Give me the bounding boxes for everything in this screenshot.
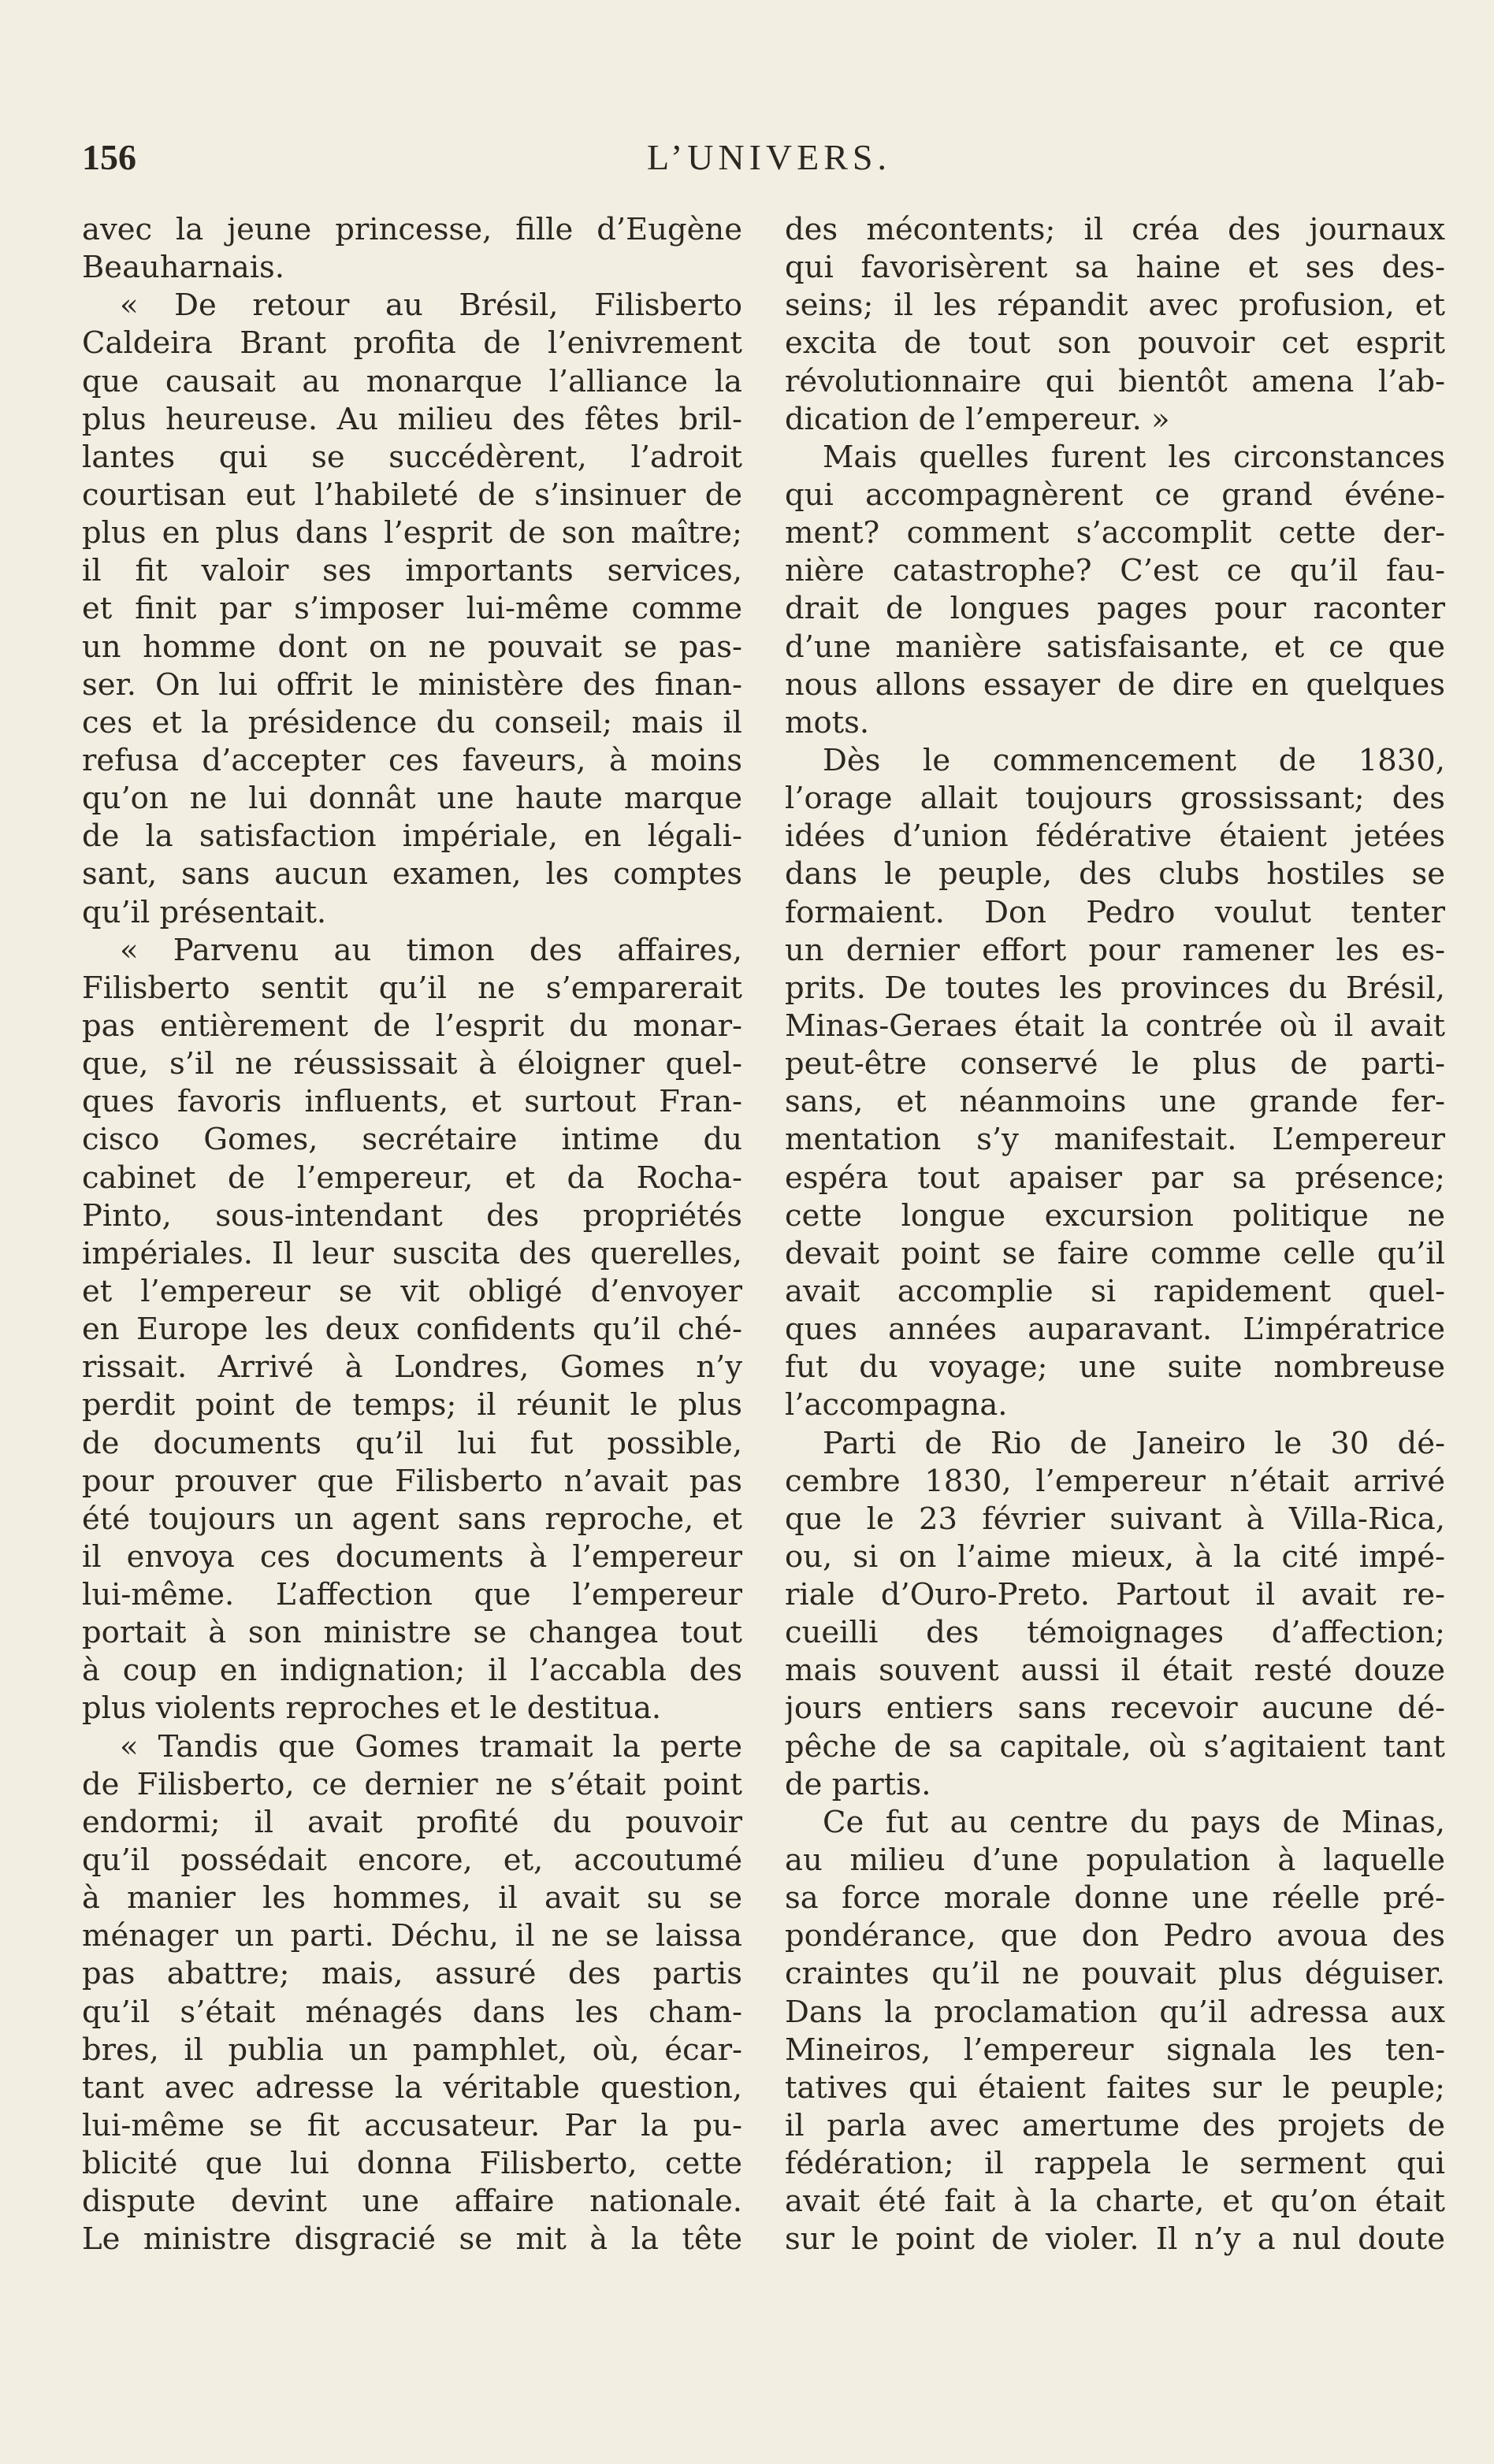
text-line: plus en plus dans l’esprit de son maître; xyxy=(82,515,742,551)
text-line: Le ministre disgracié se mit à la tête xyxy=(82,2221,742,2258)
text-line: plus violents reproches et le destitua. xyxy=(82,1690,662,1727)
text-line: avait accomplie si rapidement quel- xyxy=(785,1273,1445,1309)
text-line: fut du voyage; une suite nombreuse xyxy=(785,1349,1445,1386)
text-line: plus heureuse. Au milieu des fêtes bril- xyxy=(82,401,742,437)
text-line: Ce fut au centre du pays de Minas, xyxy=(823,1804,1445,1840)
text-line: sans, et néanmoins une grande fer- xyxy=(785,1084,1445,1120)
text-line: Filisberto sentit qu’il ne s’emparerait xyxy=(82,970,742,1006)
text-line: d’une manière satisfaisante, et ce que xyxy=(785,629,1445,665)
text-line: ment? comment s’accomplit cette der- xyxy=(785,515,1445,551)
text-line: Dans la proclamation qu’il adressa aux xyxy=(785,1994,1445,2030)
text-line: sur le point de violer. Il n’y a nul doute xyxy=(785,2221,1445,2258)
text-line: Mineiros, l’empereur signala les ten- xyxy=(785,2032,1445,2068)
text-line: avait été fait à la charte, et qu’on était xyxy=(785,2184,1445,2220)
text-line: de la satisfaction impériale, en légali- xyxy=(82,818,742,855)
text-line: qu’on ne lui donnât une haute marque xyxy=(82,781,742,817)
text-line: et finit par s’imposer lui-même comme xyxy=(82,591,742,627)
text-line: peut-être conservé le plus de parti- xyxy=(785,1046,1445,1082)
text-line: ou, si on l’aime mieux, à la cité impé- xyxy=(785,1538,1445,1575)
text-line: cabinet de l’empereur, et da Rocha- xyxy=(82,1160,742,1196)
text-line: Dès le commencement de 1830, xyxy=(823,742,1445,778)
text-line: qui favorisèrent sa haine et ses des- xyxy=(785,250,1445,286)
text-line: qu’il présentait. xyxy=(82,894,327,930)
text-line: il fit valoir ses importants services, xyxy=(82,553,742,589)
text-line: mots. xyxy=(785,704,870,740)
text-line: Mais quelles furent les circonstances xyxy=(823,439,1445,475)
text-line: jours entiers sans recevoir aucune dé- xyxy=(785,1690,1445,1727)
text-line: cueilli des témoignages d’affection; xyxy=(785,1615,1445,1651)
text-line: pour prouver que Filisberto n’avait pas xyxy=(82,1463,742,1499)
text-line: qu’il s’était ménagés dans les cham- xyxy=(82,1994,742,2030)
left-column xyxy=(82,211,742,2259)
text-line: avec la jeune princesse, fille d’Eugène xyxy=(82,212,742,247)
text-line: de documents qu’il lui fut possible, xyxy=(82,1425,742,1461)
text-line: Minas-Geraes était la contrée où il avait xyxy=(785,1007,1445,1044)
text-line: pas entièrement de l’esprit du monar- xyxy=(82,1007,742,1044)
text-line: l’orage allait toujours grossissant; des xyxy=(785,781,1445,817)
text-line: il parla avec amertume des projets de xyxy=(785,2108,1445,2144)
text-line: courtisan eut l’habileté de s’insinuer de xyxy=(82,477,742,513)
text-line: Parti de Rio de Janeiro le 30 dé- xyxy=(823,1425,1445,1461)
text-line: ser. On lui offrit le ministère des finan- xyxy=(82,666,742,703)
text-line: devait point se faire comme celle qu’il xyxy=(785,1235,1445,1271)
text-line: endormi; il avait profité du pouvoir xyxy=(82,1804,742,1840)
text-line: Pinto, sous-intendant des propriétés xyxy=(82,1197,742,1234)
text-line: que le 23 février suivant à Villa-Rica, xyxy=(785,1501,1445,1537)
text-line: dans le peuple, des clubs hostiles se xyxy=(785,856,1445,892)
text-line: idées d’union fédérative étaient jetées xyxy=(785,818,1445,855)
text-line: à manier les hommes, il avait su se xyxy=(82,1880,742,1917)
text-line: des mécontents; il créa des journaux xyxy=(785,212,1445,247)
running-head xyxy=(82,135,1456,180)
text-line: riale d’Ouro-Preto. Partout il avait re- xyxy=(785,1577,1445,1613)
text-line: cisco Gomes, secrétaire intime du xyxy=(82,1122,742,1158)
text-line: et l’empereur se vit obligé d’envoyer xyxy=(82,1273,742,1309)
text-line: « De retour au Brésil, Filisberto xyxy=(120,288,742,324)
text-line: l’accompagna. xyxy=(785,1387,1008,1423)
text-line: Caldeira Brant profita de l’enivrement xyxy=(82,325,742,362)
text-line: un homme dont on ne pouvait se pas- xyxy=(82,629,742,665)
text-line: à coup en indignation; il l’accabla des xyxy=(82,1653,742,1689)
text-line: qu’il possédait encore, et, accoutumé xyxy=(82,1842,742,1879)
text-line: nière catastrophe? C’est ce qu’il fau- xyxy=(785,553,1445,589)
text-line: excita de tout son pouvoir cet esprit xyxy=(785,325,1445,362)
text-line: impériales. Il leur suscita des querelles, xyxy=(82,1235,742,1271)
text-line: « Tandis que Gomes tramait la perte xyxy=(120,1728,742,1765)
text-line: au milieu d’une population à laquelle xyxy=(785,1842,1445,1879)
text-line: perdit point de temps; il réunit le plus xyxy=(82,1387,742,1423)
text-line: dispute devint une affaire nationale. xyxy=(82,2184,742,2220)
text-line: rissait. Arrivé à Londres, Gomes n’y xyxy=(82,1349,742,1386)
text-line: un dernier effort pour ramener les es- xyxy=(785,932,1445,968)
text-line: refusa d’accepter ces faveurs, à moins xyxy=(82,742,742,778)
text-line: pas abattre; mais, assuré des partis xyxy=(82,1956,742,1992)
text-line: lui-même se fit accusateur. Par la pu- xyxy=(82,2108,742,2144)
text-line: dication de l’empereur. » xyxy=(785,401,1170,437)
text-line: bres, il publia un pamphlet, où, écar- xyxy=(82,2032,742,2068)
text-line: en Europe les deux confidents qu’il ché- xyxy=(82,1312,742,1348)
text-line: nous allons essayer de dire en quelques xyxy=(785,666,1445,703)
right-column xyxy=(785,211,1445,2259)
text-line: pêche de sa capitale, où s’agitaient tant xyxy=(785,1728,1445,1765)
text-line: formaient. Don Pedro voulut tenter xyxy=(785,894,1445,930)
text-line: drait de longues pages pour raconter xyxy=(785,591,1445,627)
text-line: été toujours un agent sans reproche, et xyxy=(82,1501,742,1537)
text-line: ménager un parti. Déchu, il ne se laissa xyxy=(82,1918,742,1954)
text-line: Beauharnais. xyxy=(82,250,285,286)
text-line: ques favoris influents, et surtout Fran- xyxy=(82,1084,742,1120)
text-line: ces et la présidence du conseil; mais il xyxy=(82,704,742,740)
text-line: cette longue excursion politique ne xyxy=(785,1197,1445,1234)
text-line: sa force morale donne une réelle pré- xyxy=(785,1880,1445,1917)
text-line: mais souvent aussi il était resté douze xyxy=(785,1653,1445,1689)
text-line: cembre 1830, l’empereur n’était arrivé xyxy=(785,1463,1445,1499)
text-line: sant, sans aucun examen, les comptes xyxy=(82,856,742,892)
text-line: craintes qu’il ne pouvait plus déguiser. xyxy=(785,1956,1445,1992)
text-line: de Filisberto, ce dernier ne s’était point xyxy=(82,1766,742,1802)
text-line: il envoya ces documents à l’empereur xyxy=(82,1538,742,1575)
text-line: blicité que lui donna Filisberto, cette xyxy=(82,2146,742,2182)
page-number: 156 xyxy=(82,137,136,177)
text-line: espéra tout apaiser par sa présence; xyxy=(785,1160,1445,1196)
text-line: qui accompagnèrent ce grand événe- xyxy=(785,477,1445,513)
running-title: L’UNIVERS. xyxy=(646,137,892,177)
text-line: lui-même. L’affection que l’empereur xyxy=(82,1577,742,1613)
text-line: lantes qui se succédèrent, l’adroit xyxy=(82,439,742,475)
text-line: portait à son ministre se changea tout xyxy=(82,1615,742,1651)
text-line: tant avec adresse la véritable question, xyxy=(82,2069,742,2106)
text-line: que, s’il ne réussissait à éloigner quel- xyxy=(82,1046,742,1082)
text-line: prits. De toutes les provinces du Brésil, xyxy=(785,970,1445,1006)
text-line: seins; il les répandit avec profusion, et xyxy=(785,288,1445,324)
text-line: mentation s’y manifestait. L’empereur xyxy=(785,1122,1445,1158)
text-line: de partis. xyxy=(785,1766,931,1802)
text-line: tatives qui étaient faites sur le peuple; xyxy=(785,2069,1445,2106)
text-line: fédération; il rappela le serment qui xyxy=(785,2146,1445,2182)
text-line: pondérance, que don Pedro avoua des xyxy=(785,1918,1445,1954)
text-line: que causait au monarque l’alliance la xyxy=(82,363,742,399)
text-line: révolutionnaire qui bientôt amena l’ab- xyxy=(785,363,1445,399)
text-line: ques années auparavant. L’impératrice xyxy=(785,1312,1445,1348)
text-line: « Parvenu au timon des affaires, xyxy=(120,932,742,968)
